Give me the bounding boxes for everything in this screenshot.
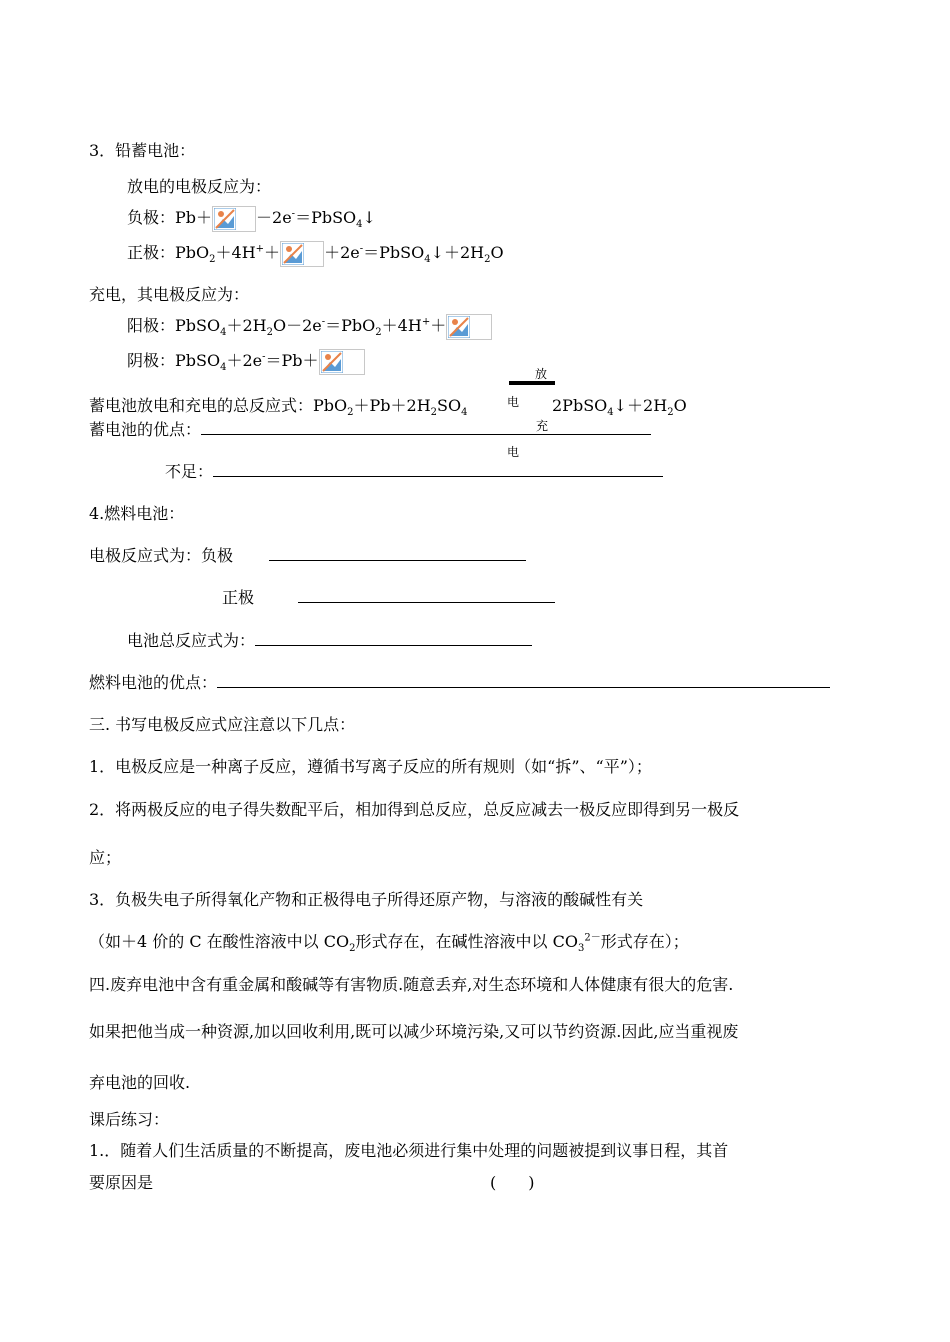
exercise-q1-line-1: 1.．随着人们生活质量的不断提高，废电池必须进行集中处理的问题被提到议事日程，其首 <box>89 1141 729 1160</box>
cathode-equation: 阴极：PbSO$_4$＋2e-＝Pb＋ <box>127 348 365 375</box>
fuel-cell-negative: 电极反应式为：负极 <box>89 546 526 566</box>
positive-electrode-equation: 正极：PbO$_2$＋4H+＋ $+2e^-=PbSO_4↓+2H_2O$ <box>127 240 504 267</box>
negative-electrode-equation: 负极：Pb＋ －2e-＝PbSO$_4$↓ <box>127 205 376 232</box>
exercise-title: 课后练习： <box>89 1110 170 1129</box>
answer-parentheses[interactable]: ( ) <box>490 1173 535 1192</box>
broken-image-icon <box>280 241 324 267</box>
rule-1: 1．电极反应是一种离子反应，遵循书写离子反应的所有规则（如“拆”、“平”）； <box>89 757 652 776</box>
section-four-line-2: 如果把他当成一种资源,加以回收利用,既可以减少环境污染,又可以节约资源.因此,应当重视废 <box>89 1022 739 1041</box>
arrow-label-charge-2: 电 <box>507 445 520 459</box>
arrow-label-discharge-2: 电 <box>507 395 520 409</box>
rule-3-example: （如＋4 价的 C 在酸性溶液中以 $CO_2$形式存在，在碱性溶液中以 $CO_3^{2-}$形式存在）； <box>89 932 689 955</box>
discharge-label: 放电的电极反应为： <box>127 177 272 196</box>
section-fuel-cell-title: 4.燃料电池： <box>89 504 185 523</box>
blank-line[interactable] <box>217 673 830 688</box>
section-lead-battery-title: 3．铅蓄电池： <box>89 141 196 160</box>
fuel-cell-positive: 正极 <box>222 588 555 608</box>
total-reaction-left: 蓄电池放电和充电的总反应式：$PbO_2+Pb+2H_2SO_4$ <box>89 396 468 419</box>
charge-label: 充电，其电极反应为： <box>89 285 250 304</box>
lead-battery-shortcoming: 不足： <box>165 462 663 482</box>
blank-line[interactable] <box>298 588 555 603</box>
reversible-arrow <box>509 381 555 385</box>
broken-image-icon <box>446 314 492 340</box>
anode-equation: 阳极：$PbSO_4+2H_2O-2e^-=PbO_2+4H^++$ <box>127 313 492 340</box>
blank-line[interactable] <box>201 420 651 435</box>
blank-line[interactable] <box>255 631 532 646</box>
rule-2-cont: 应； <box>89 848 122 867</box>
fuel-cell-advantage: 燃料电池的优点： <box>89 673 830 693</box>
broken-image-icon <box>212 206 256 232</box>
broken-image-icon <box>319 349 365 375</box>
arrow-label-discharge: 放 <box>535 367 548 381</box>
arrow-label-charge: 充 <box>536 419 549 433</box>
rule-3: 3．负极失电子所得氧化产物和正极得电子所得还原产物，与溶液的酸碱性有关 <box>89 890 644 909</box>
section-three-title: 三. 书写电极反应式应注意以下几点： <box>89 715 356 734</box>
section-four-line-3: 弃电池的回收. <box>89 1073 191 1092</box>
section-four-line-1: 四.废弃电池中含有重金属和酸碱等有害物质.随意丢弃,对生态环境和人体健康有很大的危害. <box>89 975 734 994</box>
exercise-q1-line-2: 要原因是 <box>89 1173 154 1192</box>
total-reaction-right: $2PbSO_4↓+2H_2O$ <box>552 396 687 419</box>
lead-battery-advantage: 蓄电池的优点： <box>89 420 651 440</box>
fuel-cell-total: 电池总反应式为： <box>127 631 532 651</box>
blank-line[interactable] <box>269 546 526 561</box>
rule-2: 2．将两极反应的电子得失数配平后，相加得到总反应，总反应减去一极反应即得到另一极反 <box>89 800 740 819</box>
blank-line[interactable] <box>213 462 663 477</box>
